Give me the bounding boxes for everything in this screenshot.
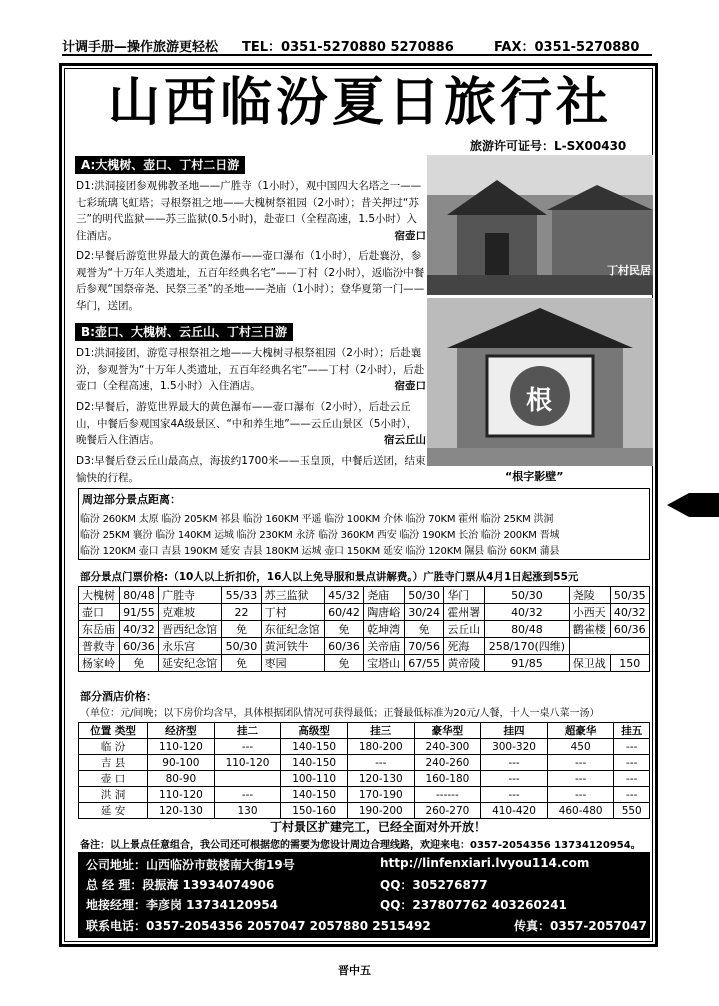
route-b-d1-stay: 宿壶口 bbox=[394, 380, 426, 392]
ticket-price: 50/35 bbox=[610, 587, 649, 604]
ticket-site: 尧陵 bbox=[569, 587, 610, 604]
address: 公司地址：山西临汾市鼓楼南大街19号 bbox=[86, 858, 295, 872]
ticket-price: 60/36 bbox=[610, 621, 649, 638]
hotel-cell: 吉 县 bbox=[79, 755, 148, 771]
hotel-table bbox=[78, 722, 650, 819]
route-a-title: A:大槐树、壶口、丁村二日游 bbox=[75, 156, 245, 174]
hotel-cell: --- bbox=[547, 755, 614, 771]
hotel-cell: 550 bbox=[614, 803, 650, 819]
hotel-cell: 120-130 bbox=[148, 803, 215, 819]
ticket-price: 60/42 bbox=[324, 604, 363, 621]
ticket-price: 免 bbox=[404, 621, 443, 638]
ticket-price: 40/32 bbox=[485, 604, 570, 621]
hotel-cell: --- bbox=[481, 771, 548, 787]
ticket-site: 死海 bbox=[444, 638, 485, 655]
ticket-site: 陶唐峪 bbox=[364, 604, 405, 621]
top-contact-bar bbox=[62, 34, 652, 56]
ticket-site: 东岳庙 bbox=[79, 621, 120, 638]
ticket-site: 华门 bbox=[444, 587, 485, 604]
ticket-price: 50/30 bbox=[222, 638, 261, 655]
hotel-cell: 110-120 bbox=[214, 755, 281, 771]
ticket-site: 永乐宫 bbox=[159, 638, 222, 655]
route-b-d1-text: D1:洪洞接团，游览寻根祭祖之地——大槐树寻根祭祖园（2小时）；后赴襄汾，参观誉为“十万年人类遗址，五百年经典名宅”——丁村（2小时），后赴壶口（全程高速，1.5小时）入住酒店。 bbox=[76, 347, 425, 392]
hotel-cell: 140-150 bbox=[281, 787, 348, 803]
hotel-cell: 460-480 bbox=[547, 803, 614, 819]
hotel-row bbox=[79, 755, 650, 771]
ticket-price: 免 bbox=[222, 621, 261, 638]
hotel-cell: 150-160 bbox=[281, 803, 348, 819]
hotel-cell: --- bbox=[347, 755, 414, 771]
hotel-cell: 240-260 bbox=[414, 755, 481, 771]
ticket-row bbox=[79, 655, 650, 672]
ticket-price: 80/48 bbox=[119, 587, 158, 604]
hotel-header: 超豪华 bbox=[547, 723, 614, 739]
hotel-cell: 延 安 bbox=[79, 803, 148, 819]
route-b-d1 bbox=[76, 345, 426, 395]
hotel-cell bbox=[214, 771, 281, 787]
ticket-site: 东征纪念馆 bbox=[261, 621, 324, 638]
page-number: 晋中五 bbox=[338, 964, 371, 977]
hotels-title: 部分酒店价格： bbox=[80, 690, 157, 703]
ticket-site: 丁村 bbox=[261, 604, 324, 621]
root-character: 根 bbox=[526, 386, 553, 416]
photo1-caption: 丁村民居 bbox=[607, 264, 651, 277]
hotel-row bbox=[79, 803, 650, 819]
ticket-site: 小西天 bbox=[569, 604, 610, 621]
photo-root-screen-wall bbox=[427, 298, 653, 466]
hotel-cell: 洪 洞 bbox=[79, 787, 148, 803]
route-b-title: B:壶口、大槐树、云丘山、丁村三日游 bbox=[75, 323, 293, 341]
hotel-cell: 410-420 bbox=[481, 803, 548, 819]
ticket-site: 苏三监狱 bbox=[261, 587, 324, 604]
page-tab bbox=[689, 493, 719, 517]
hotel-cell: --- bbox=[214, 787, 281, 803]
ticket-site: 霍州署 bbox=[444, 604, 485, 621]
fax: FAX：0351-5270880 bbox=[494, 40, 640, 55]
hotels-note: （单位：元/间晚；以下房价均含早，具体根据团队情况可获得最低；正餐最低标准为20元/人餐，十人一桌八菜一汤） bbox=[80, 708, 600, 719]
ticket-site: 大槐树 bbox=[79, 587, 120, 604]
ticket-price: 67/55 bbox=[404, 655, 443, 672]
hotel-cell: 300-320 bbox=[481, 739, 548, 755]
ticket-price: 91/55 bbox=[119, 604, 158, 621]
page-title: 山西临汾夏日旅行社 bbox=[107, 73, 612, 133]
qq1: QQ：305276877 bbox=[380, 878, 488, 892]
local-manager: 地接经理：李彦岗 13734120954 bbox=[86, 898, 279, 912]
route-b-d2-text: D2:早餐后，游览世界最大的黄色瀑布——壶口瀑布（2小时），后赴云丘山，中餐后参观国家4A级景区、“中和养生地”——云丘山景区（5小时），晚餐后入住酒店。 bbox=[76, 401, 418, 446]
hotel-cell: --- bbox=[481, 755, 548, 771]
distance-title: 周边部分景点距离： bbox=[82, 493, 181, 506]
announcement: 丁村景区扩建完工，已经全面对外开放！ bbox=[270, 820, 487, 834]
hotel-header: 挂二 bbox=[214, 723, 281, 739]
manager: 总 经 理：段振海 13934074906 bbox=[86, 878, 275, 892]
hotel-cell: 240-300 bbox=[414, 739, 481, 755]
ticket-site: 杨家岭 bbox=[79, 655, 120, 672]
ticket-price: 40/32 bbox=[119, 621, 158, 638]
hotel-cell: 110-120 bbox=[148, 787, 215, 803]
hotel-cell: --- bbox=[547, 787, 614, 803]
ticket-table bbox=[78, 586, 650, 672]
hotel-row bbox=[79, 771, 650, 787]
route-b-d2-stay: 宿云丘山 bbox=[384, 434, 426, 446]
ticket-price: 60/36 bbox=[119, 638, 158, 655]
hotel-cell: 140-150 bbox=[281, 739, 348, 755]
hotel-cell: 80-90 bbox=[148, 771, 215, 787]
route-a-d1-text: D1:洪洞接团参观佛教圣地——广胜寺（1小时），观中国四大名塔之一——七彩琉璃飞虹塔；寻根祭祖之地——大槐树祭祖园（2小时）；昔关押过“苏三”的明代监狱——苏三监狱(0.5小时)，赴壶口（全程高速，1.5小时）入住酒店。 bbox=[76, 180, 422, 242]
website-link[interactable]: http://linfenxiari.lvyou114.com bbox=[380, 856, 590, 870]
ticket-site: 宝塔山 bbox=[364, 655, 405, 672]
ticket-price: 45/32 bbox=[324, 587, 363, 604]
hotel-cell: 180-200 bbox=[347, 739, 414, 755]
hotel-header: 高级型 bbox=[281, 723, 348, 739]
hotel-cell: 100-110 bbox=[281, 771, 348, 787]
page-tab-arrow-icon bbox=[667, 493, 689, 517]
ticket-price: 50/30 bbox=[485, 587, 570, 604]
hotel-header: 挂四 bbox=[481, 723, 548, 739]
ticket-price: 免 bbox=[119, 655, 158, 672]
ticket-site: 黄帝陵 bbox=[444, 655, 485, 672]
qq2: QQ：237807762 403260241 bbox=[380, 898, 567, 912]
ticket-site: 尧庙 bbox=[364, 587, 405, 604]
hotel-cell: --- bbox=[614, 739, 650, 755]
ticket-price: 50/30 bbox=[404, 587, 443, 604]
ticket-price: 150 bbox=[610, 655, 649, 672]
route-a-d1 bbox=[76, 178, 426, 244]
hotel-cell: --- bbox=[614, 755, 650, 771]
hotel-cell: --- bbox=[547, 771, 614, 787]
hotel-cell: --- bbox=[214, 739, 281, 755]
hotel-cell: --- bbox=[614, 771, 650, 787]
ticket-site: 壶口 bbox=[79, 604, 120, 621]
route-a-d2: D2:早餐后游览世界最大的黄色瀑布——壶口瀑布（1小时），后赴襄汾，参观誉为“十万年人类遗址，五百年经典名宅”——丁村（2小时），返临汾中餐后参观“国祭帝尧、民祭三圣”的圣地——尧庙（1小时）；登华夏第一门——华门，送团。 bbox=[76, 250, 425, 312]
ticket-site: 枣园 bbox=[261, 655, 324, 672]
hotel-cell: 130 bbox=[214, 803, 281, 819]
hotel-cell: 90-100 bbox=[148, 755, 215, 771]
ticket-price: 55/33 bbox=[222, 587, 261, 604]
ticket-price: 40/32 bbox=[610, 604, 649, 621]
distance-row: 临汾 260KM 太原 临汾 205KM 祁县 临汾 160KM 平遥 临汾 100KM 介休 临汾 70KM 霍州 临汾 25KM 洪洞 bbox=[80, 514, 554, 525]
hotel-header: 位置 类型 bbox=[79, 723, 148, 739]
hotel-row bbox=[79, 739, 650, 755]
route-b-d3: D3:早餐后登云丘山最高点，海拔约1700米——玉皇顶，中餐后送团，结束愉快的行程。 bbox=[76, 455, 426, 484]
hotel-header: 豪华型 bbox=[414, 723, 481, 739]
hotel-cell: --- bbox=[614, 787, 650, 803]
ticket-row bbox=[79, 604, 650, 621]
route-b-d2 bbox=[76, 399, 426, 449]
hotel-cell: 110-120 bbox=[148, 739, 215, 755]
ticket-site: 克难坡 bbox=[159, 604, 222, 621]
photo2-caption: “根字影壁” bbox=[505, 470, 564, 483]
ticket-price: 80/48 bbox=[485, 621, 570, 638]
ticket-site: 黄河铁牛 bbox=[261, 638, 324, 655]
ticket-site: 关帝庙 bbox=[364, 638, 405, 655]
hotel-cell: 190-200 bbox=[347, 803, 414, 819]
ticket-price: 91/85 bbox=[485, 655, 570, 672]
ticket-row bbox=[79, 638, 650, 655]
ticket-site bbox=[569, 638, 649, 655]
hotel-cell: 临 汾 bbox=[79, 739, 148, 755]
ticket-site: 普救寺 bbox=[79, 638, 120, 655]
ticket-site: 延安纪念馆 bbox=[159, 655, 222, 672]
hotel-cell: 160-180 bbox=[414, 771, 481, 787]
hotel-cell: 260-270 bbox=[414, 803, 481, 819]
fax-footer: 传真：0357-2057047 bbox=[514, 919, 647, 933]
ticket-price: 60/36 bbox=[324, 638, 363, 655]
hotel-row bbox=[79, 787, 650, 803]
route-a-d1-stay: 宿壶口 bbox=[394, 229, 426, 242]
hotel-cell: 壶 口 bbox=[79, 771, 148, 787]
ticket-site: 鹳雀楼 bbox=[569, 621, 610, 638]
hotel-header: 挂三 bbox=[347, 723, 414, 739]
hotel-header: 经济型 bbox=[148, 723, 215, 739]
hotel-cell: 450 bbox=[547, 739, 614, 755]
ticket-price: 免 bbox=[324, 655, 363, 672]
ticket-price: 免 bbox=[324, 621, 363, 638]
ticket-price: 免 bbox=[222, 655, 261, 672]
ticket-price: 70/56 bbox=[404, 638, 443, 655]
contact-footer bbox=[78, 852, 650, 938]
phone: 联系电话：0357-2054356 2057047 2057880 2515492 bbox=[86, 919, 431, 933]
hotel-cell: 120-130 bbox=[347, 771, 414, 787]
ticket-row bbox=[79, 587, 650, 604]
license-number: 旅游许可证号：L-SX00430 bbox=[470, 139, 627, 153]
slogan: 计调手册—操作旅游更轻松 bbox=[62, 40, 219, 55]
hotel-cell: 170-190 bbox=[347, 787, 414, 803]
ticket-price: 258/170(四维) bbox=[485, 638, 570, 655]
tel: TEL：0351-5270880 5270886 bbox=[242, 40, 454, 55]
hotel-cell: 140-150 bbox=[281, 755, 348, 771]
ticket-site: 乾坤湾 bbox=[364, 621, 405, 638]
ticket-site: 广胜寺 bbox=[159, 587, 222, 604]
hotel-header: 挂五 bbox=[614, 723, 650, 739]
tickets-title: 部分景点门票价格:（10人以上折扣价，16人以上免导服和景点讲解费。）广胜寺门票从4月1日起涨到55元 bbox=[80, 571, 579, 583]
ticket-price: 22 bbox=[222, 604, 261, 621]
ticket-price: 30/24 bbox=[404, 604, 443, 621]
ticket-site: 云丘山 bbox=[444, 621, 485, 638]
distance-row: 临汾 25KM 襄汾 临汾 140KM 运城 临汾 230KM 永济 临汾 360KM 西安 临汾 190KM 长治 临汾 200KM 晋城 bbox=[80, 530, 560, 541]
ticket-row bbox=[79, 621, 650, 638]
ticket-site: 保卫战 bbox=[569, 655, 610, 672]
photo-ding-village bbox=[427, 155, 653, 295]
ticket-site: 晋西纪念馆 bbox=[159, 621, 222, 638]
remark: 备注：以上景点任意组合，我公司还可根据您的需要为您设计周边合理线路，欢迎来电：0357-2054356 13734120954。 bbox=[80, 840, 641, 851]
distance-row: 临汾 120KM 壶口 吉县 190KM 延安 吉县 180KM 运城 壶口 150KM 延安 临汾 120KM 隰县 临汾 60KM 蒲县 bbox=[80, 546, 560, 557]
hotel-cell: --- bbox=[481, 787, 548, 803]
hotel-cell: ------ bbox=[414, 787, 481, 803]
